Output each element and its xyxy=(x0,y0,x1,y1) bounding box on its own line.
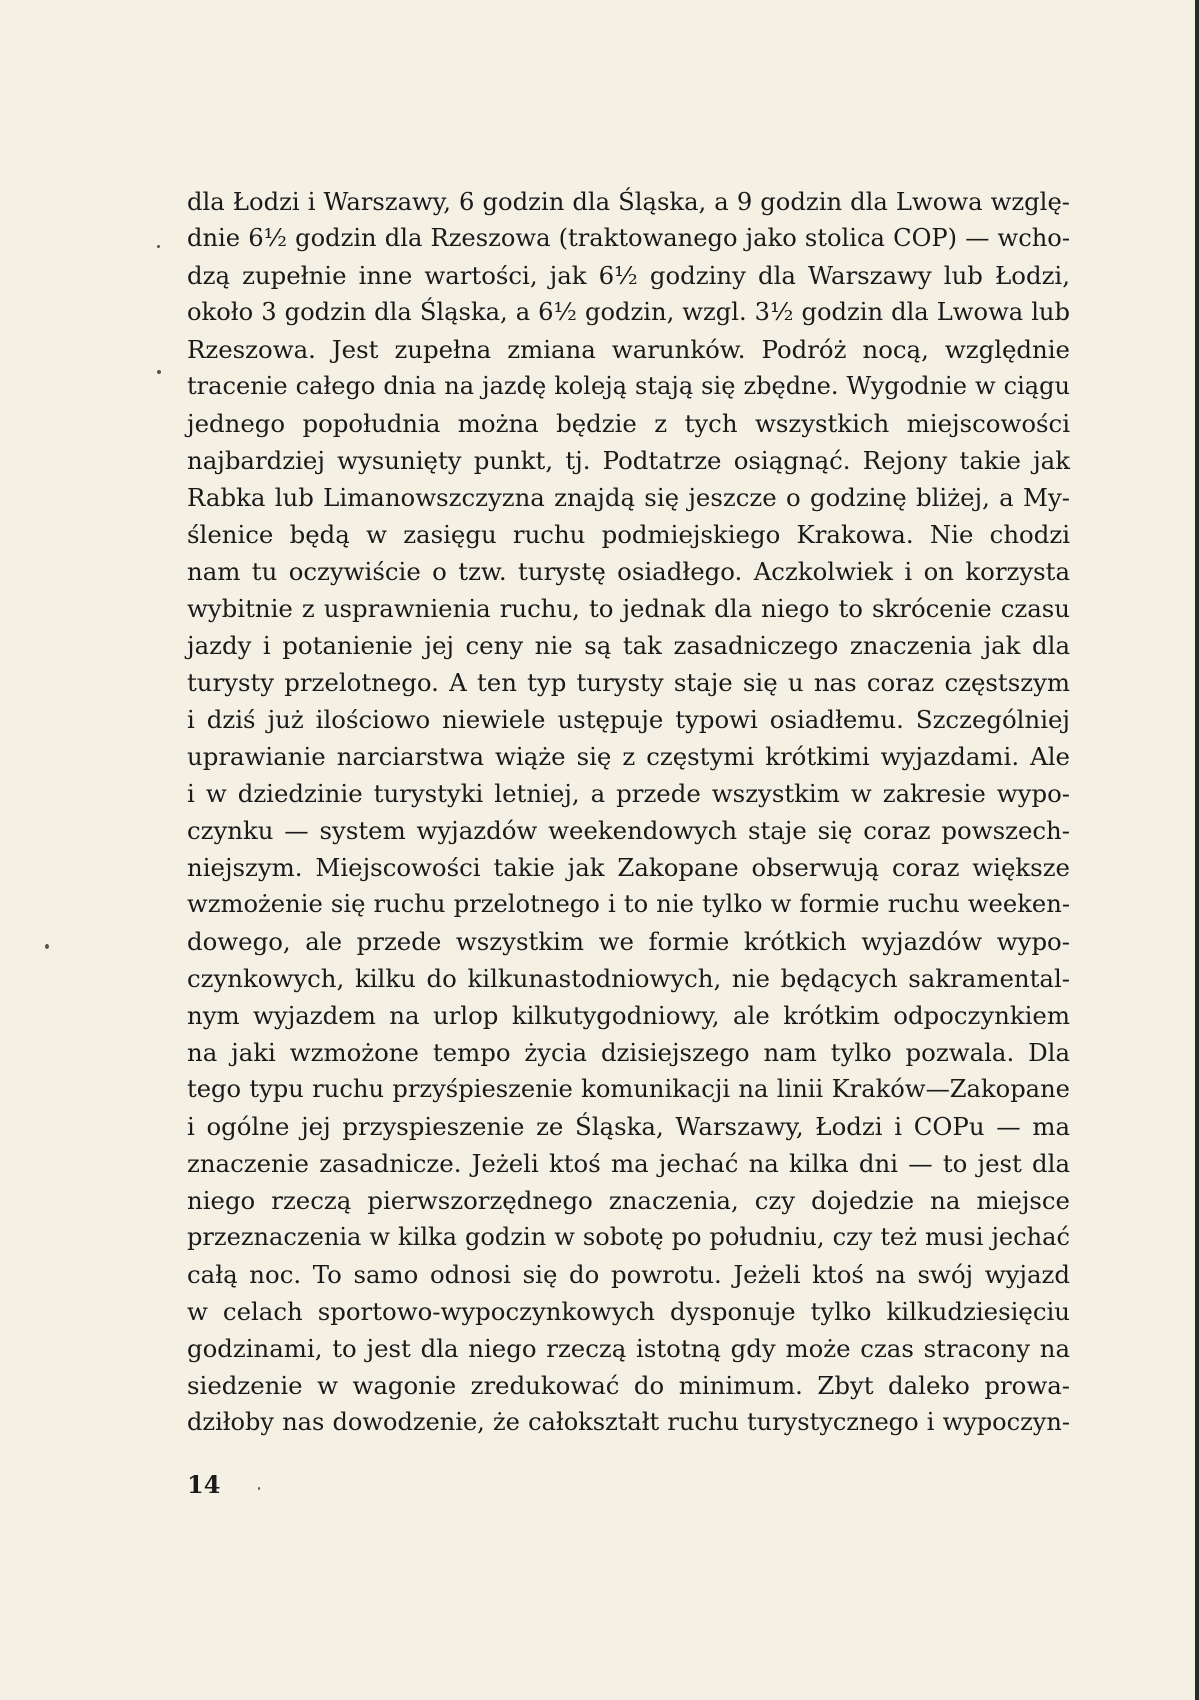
text-line: dziłoby nas dowodzenie, że całokształt ruchu turystycznego i wypoczyn- xyxy=(187,1408,1070,1436)
text-line: jednego popołudnia można będzie z tych wszystkich miejscowości xyxy=(187,409,1070,438)
text-line: niejszym. Miejscowości takie jak Zakopane obserwują coraz większe xyxy=(187,853,1070,882)
text-line: dowego, ale przede wszystkim we formie krótkich wyjazdów wypo- xyxy=(187,927,1070,956)
text-line: Rabka lub Limanowszczyzna znajdą się jeszcze o godzinę bliżej, a My- xyxy=(187,483,1070,512)
text-line: czynku — system wyjazdów weekendowych staje się coraz powszech- xyxy=(187,816,1070,845)
text-line: ślenice będą w zasięgu ruchu podmiejskiego Krakowa. Nie chodzi xyxy=(187,520,1070,549)
text-line: dnie 6½ godzin dla Rzeszowa (traktowanego jako stolica COP) — wcho- xyxy=(187,224,1070,252)
text-line: Rzeszowa. Jest zupełna zmiana warunków. Podróż nocą, względnie xyxy=(187,335,1070,364)
text-line: turysty przelotnego. A ten typ turysty staje się u nas coraz częstszym xyxy=(187,668,1070,697)
page-edge xyxy=(1195,0,1199,1700)
text-line: znaczenie zasadnicze. Jeżeli ktoś ma jechać na kilka dni — to jest dla xyxy=(187,1149,1070,1178)
ink-speck xyxy=(157,245,160,248)
text-line: w celach sportowo-wypoczynkowych dysponuje tylko kilkudziesięciu xyxy=(187,1297,1070,1326)
ink-speck xyxy=(157,370,161,374)
text-line: godzinami, to jest dla niego rzeczą istotną gdy może czas stracony na xyxy=(187,1334,1070,1363)
text-line: czynkowych, kilku do kilkunastodniowych, nie będących sakramental- xyxy=(187,964,1070,993)
text-line: niego rzeczą pierwszorzędnego znaczenia, czy dojedzie na miejsce xyxy=(187,1186,1070,1215)
text-line: uprawianie narciarstwa wiąże się z częstymi krótkimi wyjazdami. Ale xyxy=(187,742,1070,771)
text-line: i dziś już ilościowo niewiele ustępuje typowi osiadłemu. Szczególniej xyxy=(187,705,1070,734)
ink-speck xyxy=(258,1487,260,1490)
text-line: nym wyjazdem na urlop kilkutygodniowy, ale krótkim odpoczynkiem xyxy=(187,1001,1070,1030)
text-line: około 3 godzin dla Śląska, a 6½ godzin, wzgl. 3½ godzin dla Lwowa lub xyxy=(187,298,1070,326)
text-line: tracenie całego dnia na jazdę koleją stają się zbędne. Wygodnie w ciągu xyxy=(187,372,1070,400)
text-line: całą noc. To samo odnosi się do powrotu. Jeżeli ktoś na swój wyjazd xyxy=(187,1260,1070,1289)
text-line: i ogólne jej przyspieszenie ze Śląska, Warszawy, Łodzi i COPu — ma xyxy=(187,1112,1070,1141)
text-line: przeznaczenia w kilka godzin w sobotę po południu, czy też musi jechać xyxy=(187,1223,1070,1251)
text-line: jazdy i potanienie jej ceny nie są tak zasadniczego znaczenia jak dla xyxy=(187,631,1070,660)
text-line: dla Łodzi i Warszawy, 6 godzin dla Śląska, a 9 godzin dla Lwowa wzglę- xyxy=(187,187,1070,216)
text-line: siedzenie w wagonie zredukować do minimum. Zbyt daleko prowa- xyxy=(187,1371,1070,1400)
text-line: i w dziedzinie turystyki letniej, a przede wszystkim w zakresie wypo- xyxy=(187,779,1070,808)
text-line: dzą zupełnie inne wartości, jak 6½ godziny dla Warszawy lub Łodzi, xyxy=(187,261,1070,290)
ink-speck xyxy=(45,944,49,949)
body-text xyxy=(187,183,1070,1441)
text-line: nam tu oczywiście o tzw. turystę osiadłego. Aczkolwiek i on korzysta xyxy=(187,557,1070,586)
text-line: na jaki wzmożone tempo życia dzisiejszego nam tylko pozwala. Dla xyxy=(187,1038,1070,1067)
text-line: najbardziej wysunięty punkt, tj. Podtatrze osiągnąć. Rejony takie jak xyxy=(187,446,1070,475)
text-line: wybitnie z usprawnienia ruchu, to jednak dla niego to skrócenie czasu xyxy=(187,594,1070,623)
page-number: 14 xyxy=(187,1470,221,1499)
text-line: tego typu ruchu przyśpieszenie komunikacji na linii Kraków—Zakopane xyxy=(187,1075,1070,1103)
text-line: wzmożenie się ruchu przelotnego i to nie tylko w formie ruchu weeken- xyxy=(187,890,1070,918)
